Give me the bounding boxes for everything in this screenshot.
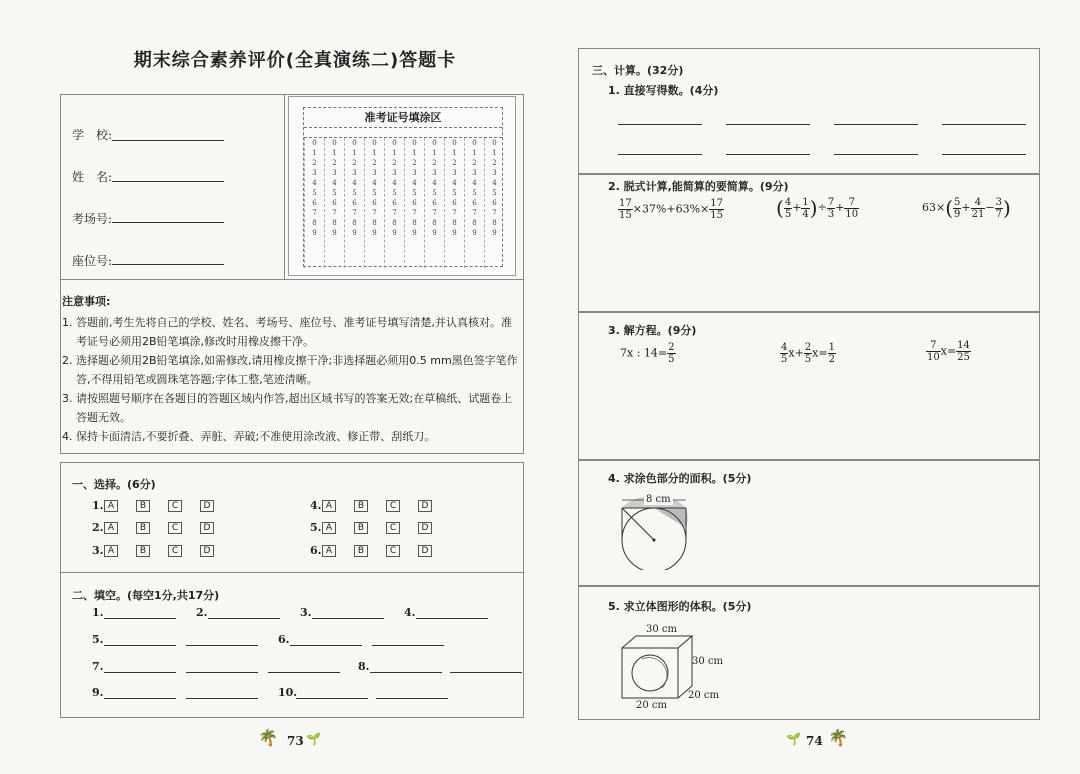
choice-option-bubble[interactable]: C xyxy=(386,500,400,512)
cylinder-hole xyxy=(632,655,668,691)
expr-op: x+ xyxy=(788,346,804,360)
frac-num: 17 xyxy=(710,198,724,209)
id-grid xyxy=(303,107,503,267)
id-digit-bubble[interactable]: 3 xyxy=(312,169,317,177)
choice-option-bubble[interactable]: C xyxy=(168,522,182,534)
frac-den: 5 xyxy=(668,354,675,365)
fill-answer-line[interactable] xyxy=(450,672,522,673)
id-grid-input-row xyxy=(304,128,502,138)
section2-title: 二、填空。(每空1分,共17分) xyxy=(72,589,220,602)
q1-answer-line[interactable] xyxy=(834,154,918,155)
id-digit-bubble[interactable]: 1 xyxy=(432,149,437,157)
expr-op: + xyxy=(792,201,802,214)
frac-num: 17 xyxy=(619,198,632,209)
id-digit-bubble[interactable]: 8 xyxy=(352,219,357,227)
frac-num: 5 xyxy=(954,196,961,208)
id-grid-area xyxy=(288,96,516,276)
frac-den: 5 xyxy=(784,208,792,220)
fill-question-number: 3. xyxy=(300,606,312,619)
section-divider xyxy=(60,572,524,573)
choice-question-number: 6. xyxy=(310,544,322,557)
frac-num: 4 xyxy=(971,197,986,209)
id-digit-bubble[interactable]: 4 xyxy=(352,179,357,187)
id-digit-bubble[interactable]: 0 xyxy=(312,139,317,147)
id-digit-bubble[interactable]: 7 xyxy=(492,209,497,217)
section3-title: 三、计算。(32分) xyxy=(592,64,684,77)
id-digit-bubble[interactable]: 3 xyxy=(352,169,357,177)
id-digit-bubble[interactable]: 2 xyxy=(452,159,457,167)
notice-box xyxy=(60,280,524,454)
fill-question-number: 5. xyxy=(92,633,104,646)
id-digit-bubble[interactable]: 5 xyxy=(452,189,457,197)
id-digit-bubble[interactable]: 0 xyxy=(412,139,417,147)
frac-num: 1 xyxy=(802,196,809,208)
expr-op: x= xyxy=(812,346,828,360)
palm-icon: 🌴 xyxy=(258,728,278,747)
id-digit-bubble[interactable]: 9 xyxy=(452,229,457,237)
id-digit-bubble[interactable]: 9 xyxy=(492,229,497,237)
id-grid-column[interactable] xyxy=(464,138,484,268)
fill-question-number: 10. xyxy=(278,686,298,699)
id-digit-bubble[interactable]: 5 xyxy=(492,189,497,197)
q3-expr-1 xyxy=(620,342,676,365)
fill-answer-line[interactable] xyxy=(104,618,176,619)
id-digit-bubble[interactable]: 9 xyxy=(332,229,337,237)
notice-item: 4. 保持卡面清洁,不要折叠、弄脏、弄破;不准使用涂改液、修正带、刮纸刀。 xyxy=(62,430,436,443)
q1-answer-line[interactable] xyxy=(618,124,702,125)
q2-title: 2. 脱式计算,能简算的要简算。(9分) xyxy=(608,180,789,193)
id-digit-bubble[interactable]: 5 xyxy=(412,189,417,197)
fill-answer-line[interactable] xyxy=(376,698,448,699)
id-digit-bubble[interactable]: 7 xyxy=(472,209,477,217)
id-digit-bubble[interactable]: 3 xyxy=(412,169,417,177)
q2-expr-3: 63×( $\frac{5}{9}$ + $\frac{4}{21}$ − $\frac{3}{7}$ ) xyxy=(922,196,1011,220)
fill-answer-line[interactable] xyxy=(372,645,444,646)
fill-answer-line[interactable] xyxy=(186,698,258,699)
id-digit-bubble[interactable]: 5 xyxy=(472,189,477,197)
notice-item: 2. 选择题必须用2B铅笔填涂,如需修改,请用橡皮擦干净;非选择题必须用0.5 mm黑色签字笔作答,不得用铅笔或圆珠笔答题;字体工整,笔迹清晰。 xyxy=(62,354,518,386)
fill-answer-line[interactable] xyxy=(312,618,384,619)
fill-question-number: 1. xyxy=(92,606,104,619)
fill-answer-line[interactable] xyxy=(296,698,368,699)
choice-option-bubble[interactable]: A xyxy=(104,545,118,557)
id-digit-bubble[interactable]: 2 xyxy=(352,159,357,167)
id-digit-bubble[interactable]: 2 xyxy=(412,159,417,167)
id-digit-bubble[interactable]: 3 xyxy=(472,169,477,177)
id-digit-bubble[interactable]: 2 xyxy=(432,159,437,167)
id-digit-bubble[interactable]: 1 xyxy=(372,149,377,157)
page-number-right: 74 xyxy=(806,734,823,748)
fill-answer-line[interactable] xyxy=(290,645,362,646)
room-label: 考场号: xyxy=(72,212,113,226)
frac-den: 21 xyxy=(971,208,985,220)
id-digit-bubble[interactable]: 9 xyxy=(312,229,317,237)
school-field[interactable] xyxy=(112,140,224,141)
id-digit-bubble[interactable]: 7 xyxy=(332,209,337,217)
id-digit-bubble[interactable]: 1 xyxy=(352,149,357,157)
expr-op: 63× xyxy=(922,201,946,214)
q5-depth-label: 20 cm xyxy=(688,690,719,701)
fill-answer-line[interactable] xyxy=(104,645,176,646)
fill-question-number: 6. xyxy=(278,633,290,646)
id-digit-bubble[interactable]: 2 xyxy=(492,159,497,167)
id-digit-bubble[interactable]: 4 xyxy=(472,179,477,187)
frac-den: 5 xyxy=(804,354,812,365)
id-digit-bubble[interactable]: 2 xyxy=(312,159,317,167)
choice-question-number: 2. xyxy=(92,521,104,534)
choice-option-bubble[interactable]: D xyxy=(418,500,432,512)
id-digit-bubble[interactable]: 6 xyxy=(392,199,397,207)
name-label: 姓 名: xyxy=(72,170,113,184)
q1-answer-line[interactable] xyxy=(942,154,1026,155)
fill-answer-line[interactable] xyxy=(416,618,488,619)
id-digit-bubble[interactable]: 7 xyxy=(412,209,417,217)
fill-question-number: 7. xyxy=(92,660,104,673)
frac-den: 15 xyxy=(710,210,724,221)
expr-op: ÷ xyxy=(817,201,827,214)
frac-den: 5 xyxy=(781,354,788,365)
fill-question-number: 8. xyxy=(358,660,370,673)
id-grid-column[interactable] xyxy=(424,138,444,268)
q1-answer-line[interactable] xyxy=(726,124,810,125)
id-digit-bubble[interactable]: 3 xyxy=(452,169,457,177)
id-digit-bubble[interactable]: 0 xyxy=(352,139,357,147)
choice-option-bubble[interactable]: D xyxy=(200,522,214,534)
id-digit-bubble[interactable]: 9 xyxy=(472,229,477,237)
frac-num: 2 xyxy=(668,342,675,353)
id-digit-bubble[interactable]: 3 xyxy=(332,169,337,177)
q3-expr-2 xyxy=(780,342,836,365)
id-digit-bubble[interactable]: 0 xyxy=(332,139,337,147)
choice-option-bubble[interactable]: C xyxy=(386,545,400,557)
info-divider xyxy=(284,94,285,280)
fill-answer-line[interactable] xyxy=(208,618,280,619)
id-grid-column[interactable] xyxy=(484,138,504,268)
name-field[interactable] xyxy=(112,181,224,182)
choice-option-bubble[interactable]: A xyxy=(322,522,336,534)
frac-num: 7 xyxy=(844,197,859,209)
q5-title: 5. 求立体图形的体积。(5分) xyxy=(608,600,752,613)
cube-side xyxy=(678,636,692,698)
id-grid-column[interactable] xyxy=(304,138,324,268)
fill-answer-line[interactable] xyxy=(186,672,258,673)
choice-option-bubble[interactable]: C xyxy=(168,500,182,512)
id-digit-bubble[interactable]: 3 xyxy=(492,169,497,177)
q2-box xyxy=(578,174,1040,312)
id-digit-bubble[interactable]: 7 xyxy=(452,209,457,217)
page-title: 期末综合素养评价(全真演练二)答题卡 xyxy=(133,50,457,71)
frac-den: 10 xyxy=(927,352,940,363)
id-digit-bubble[interactable]: 1 xyxy=(312,149,317,157)
choice-question-number: 5. xyxy=(310,521,322,534)
sprout-icon: 🌱 xyxy=(786,732,801,746)
expr-op: − xyxy=(985,201,995,214)
id-digit-bubble[interactable]: 0 xyxy=(432,139,437,147)
frac-den: 25 xyxy=(957,352,970,363)
id-digit-bubble[interactable]: 8 xyxy=(472,219,477,227)
choice-option-bubble[interactable]: D xyxy=(418,522,432,534)
choice-option-bubble[interactable]: D xyxy=(200,500,214,512)
id-digit-bubble[interactable]: 6 xyxy=(332,199,337,207)
q5-top-label: 30 cm xyxy=(646,624,677,635)
id-digit-bubble[interactable]: 2 xyxy=(392,159,397,167)
q4-dimension-label: 8 cm xyxy=(646,494,671,505)
id-digit-bubble[interactable]: 4 xyxy=(392,179,397,187)
id-digit-bubble[interactable]: 1 xyxy=(392,149,397,157)
id-digit-bubble[interactable]: 2 xyxy=(332,159,337,167)
frac-num: 7 xyxy=(926,340,941,352)
frac-num: 7 xyxy=(827,196,835,208)
id-digit-bubble[interactable]: 9 xyxy=(412,229,417,237)
q5-right-label: 30 cm xyxy=(692,656,723,667)
frac-num: 14 xyxy=(957,340,970,351)
q2-expr-2: ( $\frac{4}{5}$ + $\frac{1}{4}$ )÷ $\frac{7}{3}$ + $\frac{7}{10}$ xyxy=(776,196,859,220)
id-grid-title: 准考证号填涂区 xyxy=(304,108,502,128)
id-digit-bubble[interactable]: 6 xyxy=(432,199,437,207)
q5-bottom-label: 20 cm xyxy=(636,700,667,711)
frac-num: 4 xyxy=(784,196,792,208)
id-digit-bubble[interactable]: 0 xyxy=(372,139,377,147)
id-digit-bubble[interactable]: 7 xyxy=(372,209,377,217)
id-digit-bubble[interactable]: 4 xyxy=(372,179,377,187)
id-digit-bubble[interactable]: 8 xyxy=(312,219,317,227)
id-digit-bubble[interactable]: 9 xyxy=(392,229,397,237)
choice-option-bubble[interactable]: B xyxy=(136,545,150,557)
fill-answer-line[interactable] xyxy=(104,698,176,699)
id-digit-bubble[interactable]: 6 xyxy=(372,199,377,207)
section1-title: 一、选择。(6分) xyxy=(72,478,156,491)
choice-option-bubble[interactable]: D xyxy=(200,545,214,557)
id-digit-bubble[interactable]: 5 xyxy=(312,189,317,197)
cube-figure xyxy=(616,626,696,706)
id-digit-bubble[interactable]: 8 xyxy=(452,219,457,227)
q3-title: 3. 解方程。(9分) xyxy=(608,324,697,337)
id-digit-bubble[interactable]: 8 xyxy=(372,219,377,227)
choice-option-bubble[interactable]: A xyxy=(322,545,336,557)
choice-option-bubble[interactable]: B xyxy=(354,545,368,557)
fill-question-number: 9. xyxy=(92,686,104,699)
room-field[interactable] xyxy=(112,222,224,223)
q2-expr-1 xyxy=(618,198,724,221)
fill-question-number: 2. xyxy=(196,606,208,619)
expr-op: + xyxy=(961,201,971,214)
id-digit-bubble[interactable]: 5 xyxy=(432,189,437,197)
frac-num: 3 xyxy=(995,196,1002,208)
id-digit-bubble[interactable]: 6 xyxy=(412,199,417,207)
choice-option-bubble[interactable]: B xyxy=(354,500,368,512)
frac-num: 1 xyxy=(828,342,835,353)
frac-den: 3 xyxy=(827,208,835,220)
frac-den: 9 xyxy=(954,208,961,220)
page-number-left: 73 xyxy=(287,734,304,748)
id-digit-bubble[interactable]: 3 xyxy=(432,169,437,177)
id-digit-bubble[interactable]: 5 xyxy=(392,189,397,197)
cube-top xyxy=(622,636,692,648)
fill-answer-line[interactable] xyxy=(268,672,340,673)
center-dot xyxy=(653,539,656,542)
id-digit-bubble[interactable]: 8 xyxy=(412,219,417,227)
id-digit-bubble[interactable]: 1 xyxy=(472,149,477,157)
id-digit-bubble[interactable]: 2 xyxy=(472,159,477,167)
q1-answer-line[interactable] xyxy=(618,154,702,155)
notice-item: 3. 请按照题号顺序在各题目的答题区域内作答,超出区域书写的答案无效;在草稿纸、试题卷上答题无效。 xyxy=(62,392,513,424)
choice-option-bubble[interactable]: B xyxy=(136,500,150,512)
choice-option-bubble[interactable]: A xyxy=(322,500,336,512)
id-digit-bubble[interactable]: 8 xyxy=(492,219,497,227)
id-digit-bubble[interactable]: 4 xyxy=(492,179,497,187)
id-digit-bubble[interactable]: 8 xyxy=(392,219,397,227)
frac-num: 4 xyxy=(781,342,788,353)
expr-op: x= xyxy=(940,344,957,358)
choice-option-bubble[interactable]: D xyxy=(418,545,432,557)
id-digit-bubble[interactable]: 7 xyxy=(352,209,357,217)
id-digit-bubble[interactable]: 8 xyxy=(432,219,437,227)
id-digit-bubble[interactable]: 7 xyxy=(392,209,397,217)
frac-den: 4 xyxy=(802,208,809,220)
id-digit-bubble[interactable]: 4 xyxy=(312,179,317,187)
notice-item: 1. 答题前,考生先将自己的学校、姓名、考场号、座位号、准考证号填写清楚,并认真核对。准考证号必须用2B铅笔填涂,修改时用橡皮擦干净。 xyxy=(62,316,512,348)
choice-option-bubble[interactable]: B xyxy=(136,522,150,534)
id-digit-bubble[interactable]: 0 xyxy=(392,139,397,147)
id-digit-bubble[interactable]: 3 xyxy=(392,169,397,177)
choice-option-bubble[interactable]: A xyxy=(104,522,118,534)
seat-label: 座位号: xyxy=(72,254,113,268)
notice-title: 注意事项: xyxy=(62,295,111,308)
frac-den: 2 xyxy=(828,354,835,365)
fill-answer-line[interactable] xyxy=(186,645,258,646)
id-digit-bubble[interactable]: 4 xyxy=(412,179,417,187)
sprout-icon: 🌱 xyxy=(306,732,321,746)
id-digit-bubble[interactable]: 5 xyxy=(372,189,377,197)
id-digit-bubble[interactable]: 8 xyxy=(332,219,337,227)
id-digit-bubble[interactable]: 9 xyxy=(432,229,437,237)
id-digit-bubble[interactable]: 4 xyxy=(452,179,457,187)
expr-op: + xyxy=(835,201,845,214)
id-digit-bubble[interactable]: 4 xyxy=(432,179,437,187)
id-digit-bubble[interactable]: 9 xyxy=(372,229,377,237)
id-digit-bubble[interactable]: 9 xyxy=(352,229,357,237)
fill-answer-line[interactable] xyxy=(370,672,442,673)
id-digit-bubble[interactable]: 1 xyxy=(452,149,457,157)
choice-option-bubble[interactable]: C xyxy=(168,545,182,557)
id-digit-bubble[interactable]: 3 xyxy=(372,169,377,177)
frac-den: 15 xyxy=(619,210,632,221)
id-digit-bubble[interactable]: 6 xyxy=(492,199,497,207)
palm-icon: 🌴 xyxy=(828,728,848,747)
id-digit-bubble[interactable]: 2 xyxy=(372,159,377,167)
expr-op: 7x : 14= xyxy=(620,346,668,360)
frac-den: 10 xyxy=(845,208,859,220)
id-digit-bubble[interactable]: 1 xyxy=(332,149,337,157)
choice-question-number: 3. xyxy=(92,544,104,557)
choice-option-bubble[interactable]: A xyxy=(104,500,118,512)
id-digit-bubble[interactable]: 0 xyxy=(452,139,457,147)
id-digit-bubble[interactable]: 0 xyxy=(492,139,497,147)
id-grid-column[interactable] xyxy=(324,138,344,268)
id-digit-bubble[interactable]: 4 xyxy=(332,179,337,187)
fill-answer-line[interactable] xyxy=(104,672,176,673)
id-digit-bubble[interactable]: 6 xyxy=(472,199,477,207)
id-digit-bubble[interactable]: 1 xyxy=(492,149,497,157)
q1-answer-line[interactable] xyxy=(726,154,810,155)
id-grid-column[interactable] xyxy=(444,138,464,268)
school-label: 学 校: xyxy=(72,128,113,142)
id-digit-bubble[interactable]: 6 xyxy=(352,199,357,207)
id-digit-bubble[interactable]: 0 xyxy=(472,139,477,147)
frac-num: 2 xyxy=(804,342,812,353)
q4-title: 4. 求涂色部分的面积。(5分) xyxy=(608,472,752,485)
q1-answer-line[interactable] xyxy=(834,124,918,125)
frac-den: 7 xyxy=(995,208,1002,220)
seat-field[interactable] xyxy=(112,264,224,265)
q3-expr-3 xyxy=(926,340,971,363)
choice-option-bubble[interactable]: C xyxy=(386,522,400,534)
fill-question-number: 4. xyxy=(404,606,416,619)
id-digit-bubble[interactable]: 5 xyxy=(352,189,357,197)
choice-question-number: 1. xyxy=(92,499,104,512)
id-digit-bubble[interactable]: 6 xyxy=(452,199,457,207)
id-digit-bubble[interactable]: 1 xyxy=(412,149,417,157)
id-digit-bubble[interactable]: 6 xyxy=(312,199,317,207)
q1-title: 1. 直接写得数。(4分) xyxy=(608,84,719,97)
id-digit-bubble[interactable]: 7 xyxy=(312,209,317,217)
choice-question-number: 4. xyxy=(310,499,322,512)
id-grid-column[interactable] xyxy=(384,138,404,268)
id-grid-column[interactable] xyxy=(404,138,424,268)
q1-answer-line[interactable] xyxy=(942,124,1026,125)
id-digit-bubble[interactable]: 5 xyxy=(332,189,337,197)
id-digit-bubble[interactable]: 7 xyxy=(432,209,437,217)
expr-op: ×37%+63%× xyxy=(632,202,710,216)
choice-option-bubble[interactable]: B xyxy=(354,522,368,534)
id-grid-column[interactable] xyxy=(364,138,384,268)
id-grid-column[interactable] xyxy=(344,138,364,268)
hole-inner xyxy=(642,658,667,688)
